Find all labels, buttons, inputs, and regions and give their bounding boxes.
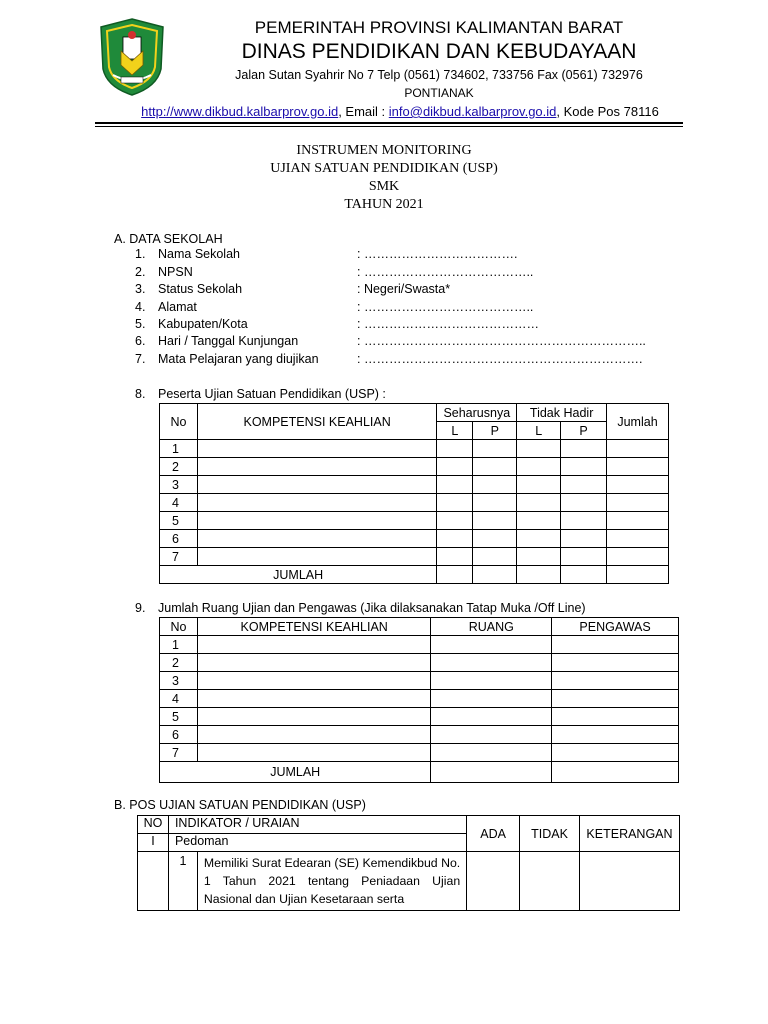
header-ruang: RUANG xyxy=(431,618,552,636)
table-header-row xyxy=(160,404,669,422)
table-row xyxy=(160,726,679,744)
header-kompetensi: KOMPETENSI KEAHLIAN xyxy=(197,404,436,440)
ruang-pengawas-table xyxy=(159,617,679,783)
header-p: P xyxy=(561,422,607,440)
row-number: 2 xyxy=(160,654,198,672)
q8-label: Peserta Ujian Satuan Pendidikan (USP) : xyxy=(158,387,386,401)
cell[interactable] xyxy=(473,494,517,512)
table-row xyxy=(160,744,679,762)
cell[interactable] xyxy=(197,530,436,548)
header-pengawas: PENGAWAS xyxy=(552,618,679,636)
cell[interactable] xyxy=(552,726,679,744)
cell[interactable] xyxy=(607,566,669,584)
cell[interactable] xyxy=(431,744,552,762)
cell[interactable] xyxy=(473,512,517,530)
cell[interactable] xyxy=(473,566,517,584)
row-number: 6 xyxy=(160,726,198,744)
header-indikator: INDIKATOR / URAIAN xyxy=(168,816,466,834)
row-number: 2 xyxy=(160,458,198,476)
field-label-nama-sekolah: Nama Sekolah xyxy=(158,247,240,261)
cell[interactable] xyxy=(607,440,669,458)
cell[interactable] xyxy=(517,566,561,584)
cell[interactable] xyxy=(517,512,561,530)
cell[interactable] xyxy=(561,458,607,476)
cell[interactable] xyxy=(197,708,430,726)
field-number: 6. xyxy=(135,334,146,348)
section-a-heading: A. DATA SEKOLAH xyxy=(114,232,223,246)
pos-ujian-table xyxy=(137,815,680,911)
table-row xyxy=(160,690,679,708)
cell[interactable] xyxy=(607,530,669,548)
table-row xyxy=(160,512,669,530)
cell[interactable] xyxy=(517,494,561,512)
field-number: 5. xyxy=(135,317,146,331)
row-number: 5 xyxy=(160,708,198,726)
cell-ada[interactable] xyxy=(467,852,520,911)
cell[interactable] xyxy=(431,726,552,744)
agency-parent-name: PEMERINTAH PROVINSI KALIMANTAN BARAT xyxy=(254,18,624,37)
header-keterangan: KETERANGAN xyxy=(580,816,680,852)
header-l: L xyxy=(517,422,561,440)
website-link[interactable]: http://www.dikbud.kalbarprov.go.id xyxy=(141,104,339,119)
field-label-alamat: Alamat xyxy=(158,300,197,314)
header-no: NO xyxy=(138,816,169,834)
cell[interactable] xyxy=(607,494,669,512)
table-row xyxy=(160,458,669,476)
cell[interactable] xyxy=(197,690,430,708)
cell[interactable] xyxy=(197,440,436,458)
row-number: 4 xyxy=(160,494,198,512)
cell[interactable] xyxy=(473,548,517,566)
email-link[interactable]: info@dikbud.kalbarprov.go.id xyxy=(388,104,557,119)
cell[interactable] xyxy=(607,548,669,566)
cell[interactable] xyxy=(517,530,561,548)
row-number: 1 xyxy=(160,440,198,458)
header-no: No xyxy=(160,618,198,636)
table-row xyxy=(160,654,679,672)
cell[interactable] xyxy=(552,672,679,690)
cell[interactable] xyxy=(197,458,436,476)
agency-name: DINAS PENDIDIKAN DAN KEBUDAYAAN xyxy=(241,40,637,63)
field-value-mata-pelajaran[interactable]: : …………………………………………………………. xyxy=(357,352,643,366)
table-row xyxy=(160,530,669,548)
table-row xyxy=(160,440,669,458)
field-number: 4. xyxy=(135,300,146,314)
header-jumlah: Jumlah xyxy=(607,404,669,440)
cell-tidak[interactable] xyxy=(520,852,580,911)
cell[interactable] xyxy=(561,440,607,458)
cell[interactable] xyxy=(431,636,552,654)
field-label-kabupaten-kota: Kabupaten/Kota xyxy=(158,317,248,331)
cell[interactable] xyxy=(437,494,473,512)
row-number: 3 xyxy=(160,672,198,690)
cell[interactable] xyxy=(552,744,679,762)
peserta-table xyxy=(159,403,669,584)
field-value-alamat[interactable]: : ………………………………….. xyxy=(357,300,534,314)
postcode: , Kode Pos 78116 xyxy=(556,104,659,119)
row-number: 1 xyxy=(160,636,198,654)
cell[interactable] xyxy=(197,726,430,744)
q9-label: Jumlah Ruang Ujian dan Pengawas (Jika dilaksanakan Tatap Muka /Off Line) xyxy=(158,601,586,615)
agency-contact-line xyxy=(100,104,700,119)
table-header-row xyxy=(160,618,679,636)
table-row xyxy=(160,672,679,690)
cell-keterangan[interactable] xyxy=(580,852,680,911)
cell[interactable] xyxy=(517,548,561,566)
cell[interactable] xyxy=(552,690,679,708)
cell[interactable] xyxy=(197,654,430,672)
field-value-npsn[interactable]: : ………………………………….. xyxy=(357,265,534,279)
row-number: 7 xyxy=(160,744,198,762)
cell[interactable] xyxy=(431,654,552,672)
cell[interactable] xyxy=(561,566,607,584)
cell[interactable] xyxy=(431,762,552,783)
item-text: Memiliki Surat Edearan (SE) Kemendikbud No. 1 Tahun 2021 tentang Peniadaan Ujian Nasional dan Ujian Kesetaraan serta xyxy=(197,852,466,911)
agency-address: Jalan Sutan Syahrir No 7 Telp (0561) 734602, 733756 Fax (0561) 732976 xyxy=(235,68,643,82)
cell[interactable] xyxy=(437,566,473,584)
table-row xyxy=(160,548,669,566)
cell[interactable] xyxy=(437,548,473,566)
cell[interactable] xyxy=(607,458,669,476)
table-total-row xyxy=(160,762,679,783)
doc-title-line1: INSTRUMEN MONITORING xyxy=(296,143,472,158)
field-value-hari-tanggal[interactable]: : ………………………………………………………….. xyxy=(357,334,646,348)
section-b-heading: B. POS UJIAN SATUAN PENDIDIKAN (USP) xyxy=(114,798,366,812)
q8-number: 8. xyxy=(135,387,146,401)
email-label: , Email : xyxy=(338,104,389,119)
cell[interactable] xyxy=(431,690,552,708)
cell[interactable] xyxy=(197,672,430,690)
cell[interactable] xyxy=(552,636,679,654)
field-label-hari-tanggal: Hari / Tanggal Kunjungan xyxy=(158,334,299,348)
field-number: 1. xyxy=(135,247,146,261)
cell[interactable] xyxy=(517,440,561,458)
table-header-row xyxy=(138,816,680,834)
table-row xyxy=(160,708,679,726)
cell[interactable] xyxy=(431,672,552,690)
q9-number: 9. xyxy=(135,601,146,615)
cell[interactable] xyxy=(437,440,473,458)
cell[interactable] xyxy=(437,458,473,476)
cell[interactable] xyxy=(473,440,517,458)
header-l: L xyxy=(437,422,473,440)
cell[interactable] xyxy=(561,512,607,530)
item-number: 1 xyxy=(168,852,197,911)
row-number: 7 xyxy=(160,548,198,566)
field-label-npsn: NPSN xyxy=(158,265,193,279)
table-row xyxy=(160,476,669,494)
group-label: Pedoman xyxy=(168,834,466,852)
cell[interactable] xyxy=(437,476,473,494)
cell[interactable] xyxy=(561,494,607,512)
cell[interactable] xyxy=(431,708,552,726)
total-label: JUMLAH xyxy=(160,566,437,584)
header-seharusnya: Seharusnya xyxy=(437,404,517,422)
cell[interactable] xyxy=(473,476,517,494)
row-number: 4 xyxy=(160,690,198,708)
cell[interactable] xyxy=(197,636,430,654)
field-number: 7. xyxy=(135,352,146,366)
cell[interactable] xyxy=(561,476,607,494)
cell[interactable] xyxy=(473,458,517,476)
cell[interactable] xyxy=(197,476,436,494)
cell[interactable] xyxy=(197,548,436,566)
agency-city: PONTIANAK xyxy=(404,86,474,100)
cell[interactable] xyxy=(197,494,436,512)
cell[interactable] xyxy=(561,530,607,548)
field-label-status-sekolah: Status Sekolah xyxy=(158,282,243,296)
group-number: I xyxy=(138,834,169,852)
cell[interactable] xyxy=(517,458,561,476)
table-total-row xyxy=(160,566,669,584)
field-value-status-sekolah[interactable]: : Negeri/Swasta* xyxy=(357,282,451,296)
header-tidak-hadir: Tidak Hadir xyxy=(517,404,607,422)
header-p: P xyxy=(473,422,517,440)
cell[interactable] xyxy=(197,744,430,762)
letterhead-rule-thin xyxy=(95,126,683,127)
header-tidak: TIDAK xyxy=(520,816,580,852)
table-row xyxy=(138,852,680,911)
letterhead-rule-thick xyxy=(95,122,683,124)
field-number: 2. xyxy=(135,265,146,279)
header-no: No xyxy=(160,404,198,440)
cell[interactable] xyxy=(437,530,473,548)
field-value-nama-sekolah[interactable]: : ………………………………. xyxy=(357,247,518,261)
cell[interactable] xyxy=(552,708,679,726)
cell[interactable] xyxy=(607,476,669,494)
cell[interactable] xyxy=(561,548,607,566)
cell[interactable] xyxy=(437,512,473,530)
doc-title-line3: SMK xyxy=(368,179,400,194)
doc-title-line4: TAHUN 2021 xyxy=(344,197,424,212)
header-kompetensi: KOMPETENSI KEAHLIAN xyxy=(197,618,430,636)
row-number: 5 xyxy=(160,512,198,530)
total-label: JUMLAH xyxy=(160,762,431,783)
field-label-mata-pelajaran: Mata Pelajaran yang diujikan xyxy=(158,352,319,366)
cell[interactable] xyxy=(517,476,561,494)
cell[interactable] xyxy=(197,512,436,530)
cell[interactable] xyxy=(473,530,517,548)
cell[interactable] xyxy=(607,512,669,530)
provincial-crest-icon xyxy=(97,17,167,97)
header-ada: ADA xyxy=(467,816,520,852)
field-value-kabupaten-kota[interactable]: : …………………………………… xyxy=(357,317,539,331)
cell[interactable] xyxy=(552,654,679,672)
row-number: 3 xyxy=(160,476,198,494)
table-row xyxy=(160,494,669,512)
table-row xyxy=(160,636,679,654)
cell xyxy=(138,852,169,911)
doc-title-line2: UJIAN SATUAN PENDIDIKAN (USP) xyxy=(270,161,498,176)
cell[interactable] xyxy=(552,762,679,783)
row-number: 6 xyxy=(160,530,198,548)
field-number: 3. xyxy=(135,282,146,296)
